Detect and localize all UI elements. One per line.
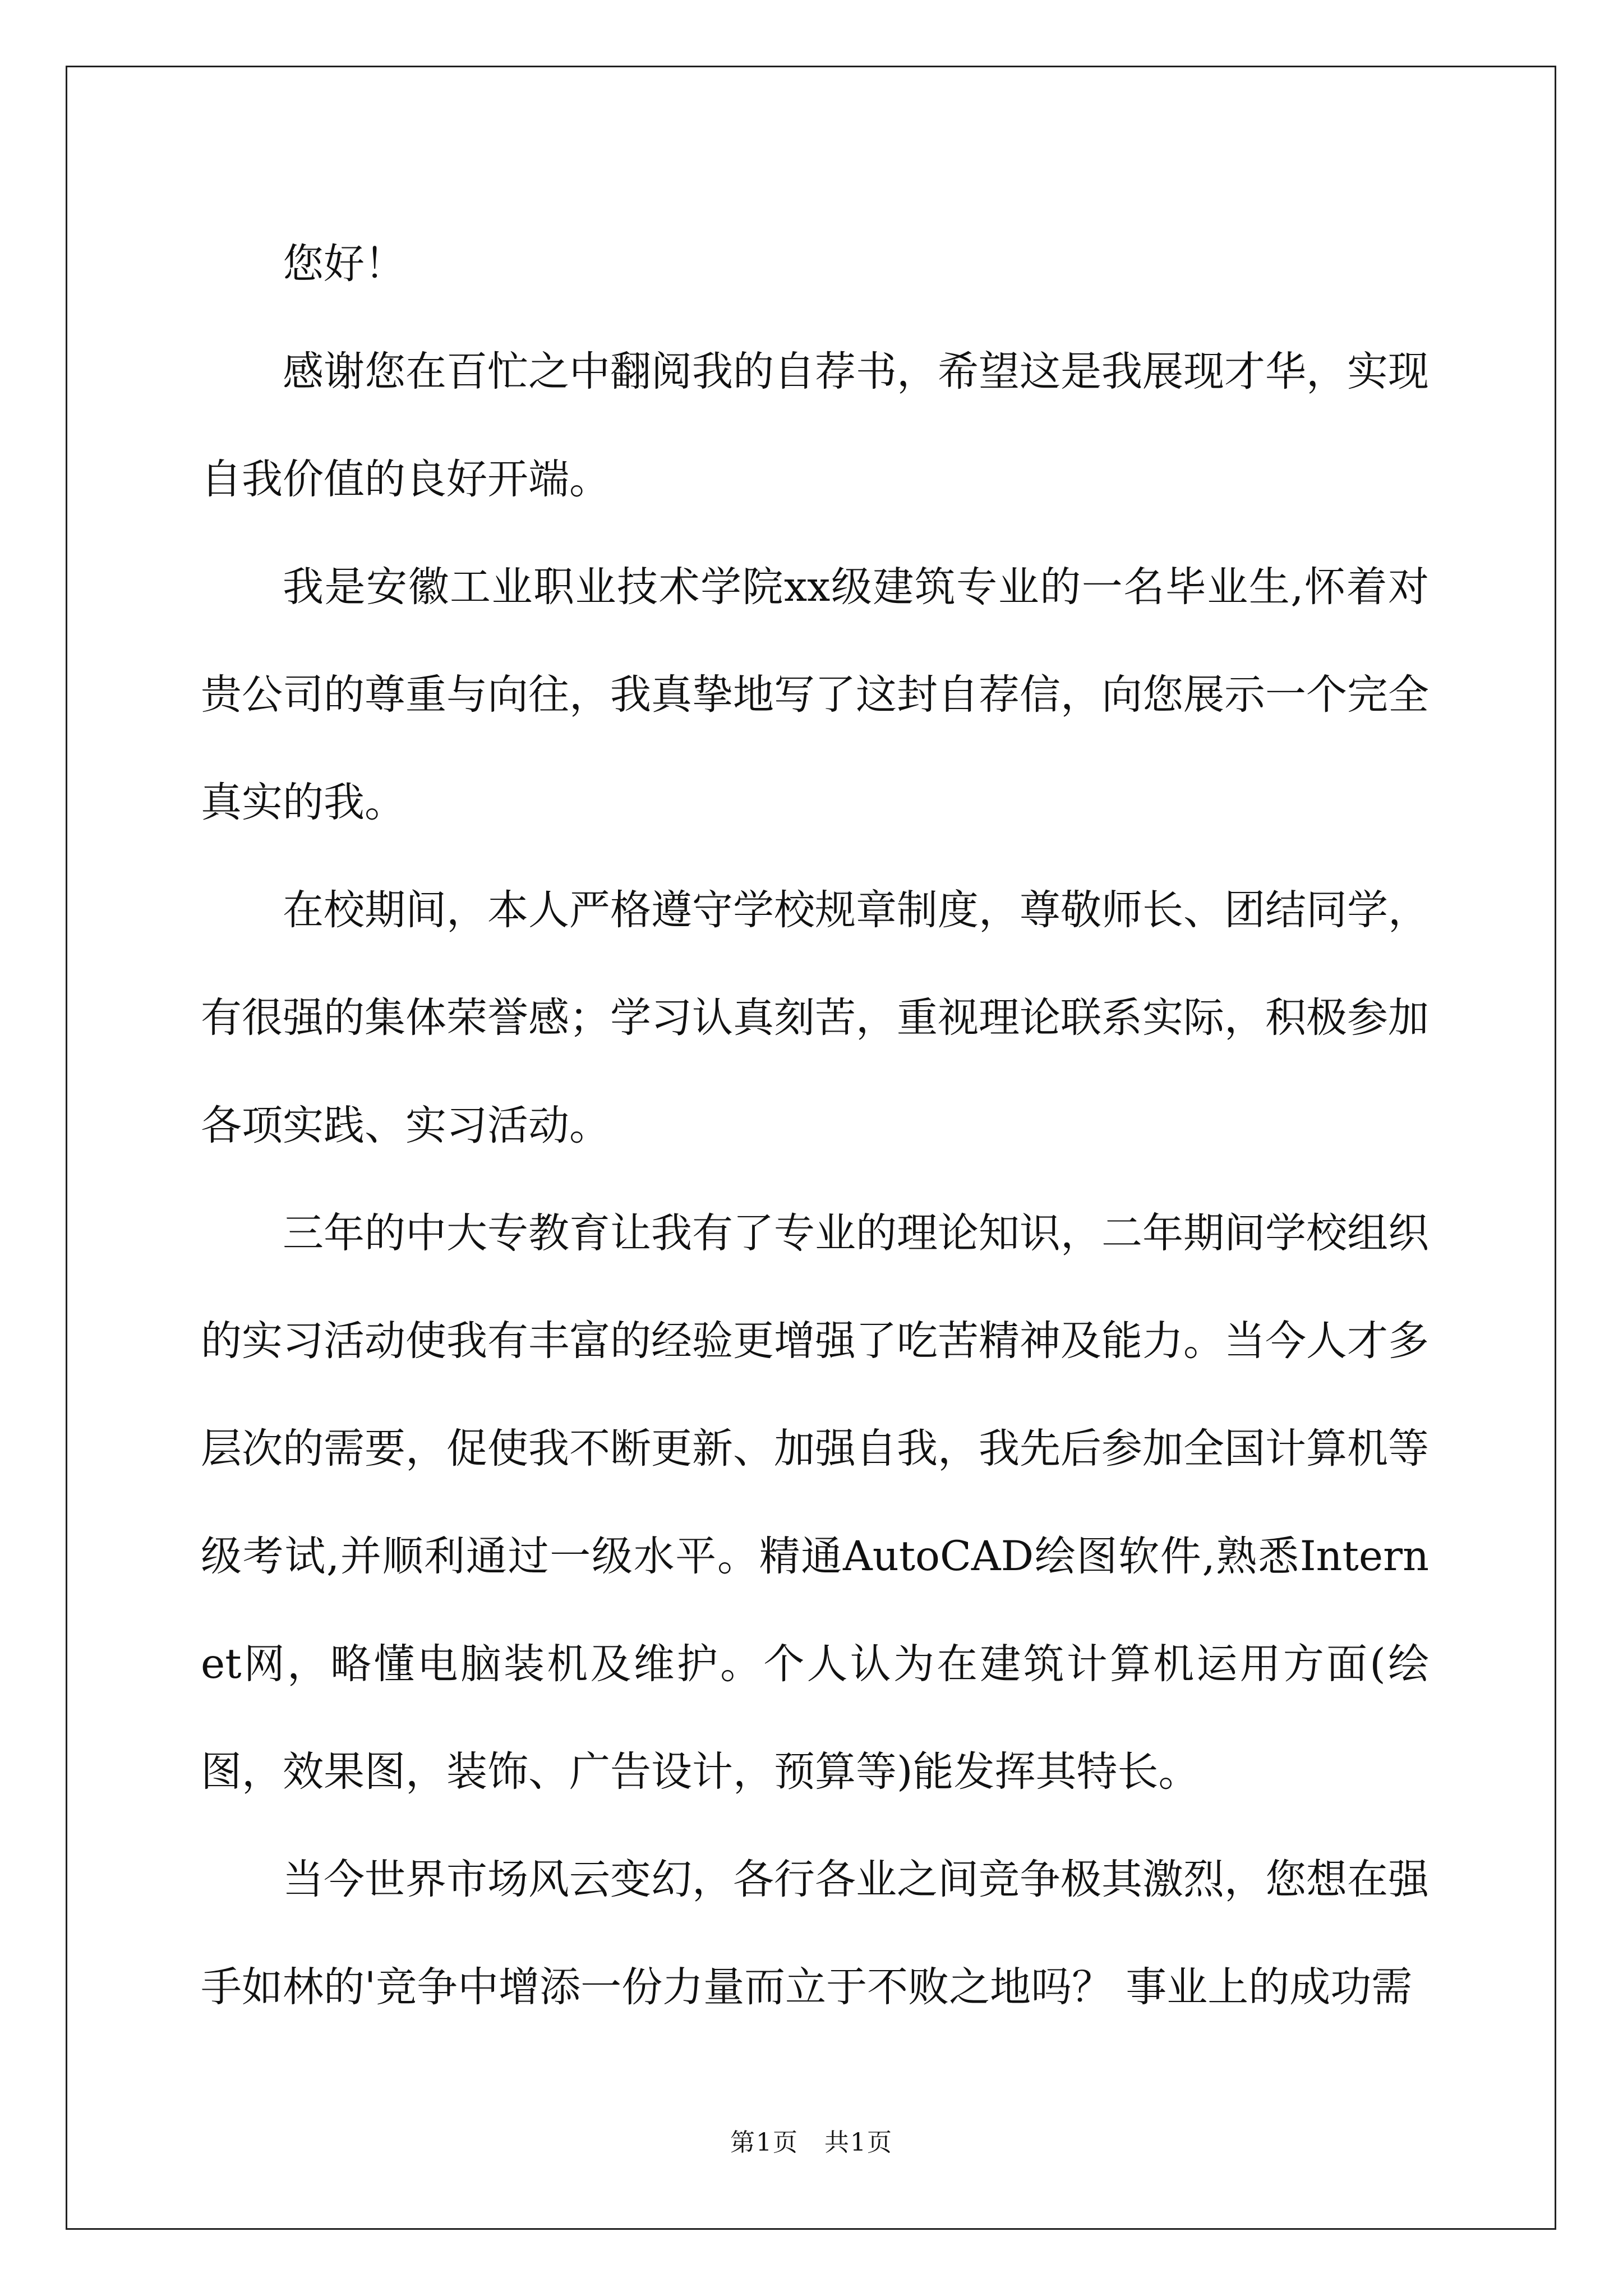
paragraph-thanks: 感谢您在百忙之中翻阅我的自荐书，希望这是我展现才华，实现自我价值的良好开端。 bbox=[201, 348, 1429, 503]
paragraph-school-period: 在校期间，本人严格遵守学校规章制度，尊敬师长、团结同学，有很强的集体荣誉感；学习认真刻苦，重视理论联系实际，积极参加各项实践、实习活动。 bbox=[201, 886, 1429, 1149]
paragraph-education-skills: 三年的中大专教育让我有了专业的理论知识，二年期间学校组织的实习活动使我有丰富的经验更增强了吃苦精神及能力。当今人才多层次的需要，促使我不断更新、加强自我，我先后参加全国计算机等级考试,并顺利通过一级水平。精通AutoCAD绘图软件,熟悉Internet网，略懂电脑装机及维护。个人认为在建筑计算机运用方面(绘图，效果图，装饰、广告设计，预算等)能发挥其特长。 bbox=[201, 1209, 1429, 1796]
greeting: 您好！ bbox=[283, 240, 405, 288]
letter-body bbox=[201, 210, 1429, 2041]
paragraph-market-competition: 当今世界市场风云变幻，各行各业之间竞争极其激烈，您想在强手如林的'竞争中增添一份力量而立于不败之地吗？ 事业上的成功需 bbox=[201, 1856, 1429, 2011]
paragraph-introduction: 我是安徽工业职业技术学院xx级建筑专业的一名毕业生,怀着对贵公司的尊重与向往，我真挚地写了这封自荐信，向您展示一个完全真实的我。 bbox=[201, 563, 1429, 826]
page-footer: 第1页 共1页 bbox=[730, 2128, 893, 2157]
